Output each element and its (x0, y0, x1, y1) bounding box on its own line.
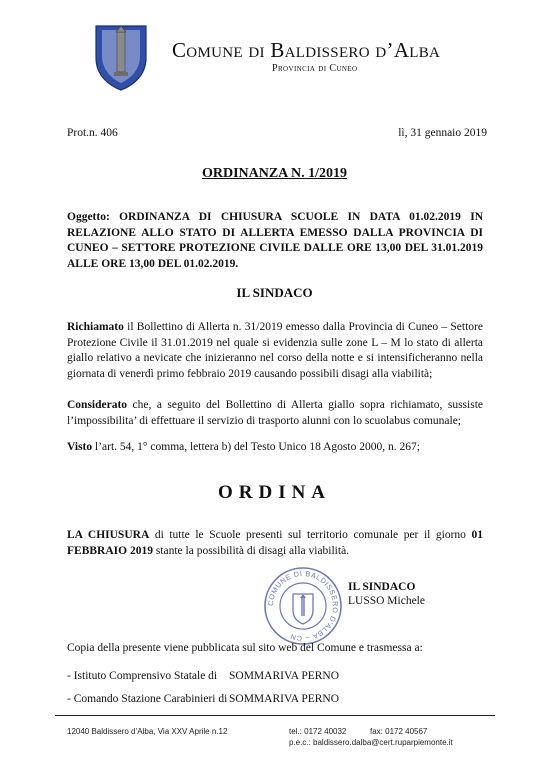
ordina-heading: ORDINA (217, 482, 332, 503)
chiusura-date: 01 FEBBRAIO 2019 (67, 529, 483, 557)
municipal-crest-icon (92, 20, 150, 92)
chiusura-paragraph (67, 528, 483, 559)
signature-title: IL SINDACO (348, 581, 416, 593)
footer-tel: tel.: 0172 40032 (289, 727, 347, 736)
visto-text: l’art. 54, 1° comma, lettera b) del Testo Unico 18 Agosto 2000, n. 267; (92, 441, 420, 453)
recipient-place: SOMMARIVA PERNO (229, 693, 340, 705)
chiusura-text2: stante la possibilità di disagi alla viabilità. (152, 544, 350, 557)
distribution-note: Copia della presente viene pubblicata sul sito web del Comune e trasmessa a: (67, 642, 423, 654)
richiamato-text: il Bollettino di Allerta n. 31/2019 emesso dalla Provincia di Cuneo – Settore Protezione Civile il 31.01.2019 nel quale si evidenzia sulle zone L – M lo stato di allerta giallo relativo a nevicate che inizieranno nel corso della notte e si intensificheranno nella giornata di venerdì primo febbraio 2019 causando possibili disagi alla viabilità; (67, 321, 483, 380)
signature-block (348, 580, 425, 608)
considerato-lead: Considerato (67, 399, 128, 411)
recipient-row (67, 670, 339, 682)
document-date: lì, 31 gennaio 2019 (398, 127, 487, 139)
subject-paragraph: Oggetto: ORDINANZA DI CHIUSURA SCUOLE IN DATA 01.02.2019 IN RELAZIONE ALLO STATO DI ALLERTA EMESSO DALLA PROVINCIA DI CUNEO – SETTORE PROTEZIONE CIVILE DALLE ORE 13,00 DEL 31.01.2019 ALLE ORE 13,00 DEL 01.02.2019. (67, 211, 483, 270)
recipient-row (67, 693, 339, 705)
signature-name: LUSSO Michele (348, 595, 425, 607)
chiusura-lead: LA CHIUSURA (67, 529, 150, 541)
ordinance-title: ORDINANZA N. 1/2019 (201, 166, 348, 181)
visto-lead: Visto (67, 441, 93, 453)
considerato-text: che, a seguito del Bollettino di Allerta giallo sopra richiamato, sussiste l’impossibilita’ di effettuare il servizio di trasporto alunni con lo scuolabus comunale; (67, 399, 483, 427)
richiamato-lead: Richiamato (67, 321, 124, 333)
official-stamp-icon (262, 565, 344, 647)
considerato-paragraph (67, 398, 483, 429)
footer-pec: p.e.c.: baldissero.dalba@cert.ruparpiemonte.it (289, 738, 453, 747)
stamp-text: COMUNE DI BALDISSERO D'ALBA – CN (265, 568, 341, 644)
chiusura-text1: di tutte le Scuole presenti sul territorio comunale per il giorno (149, 529, 472, 541)
recipient-name: - Comando Stazione Carabinieri di (67, 693, 228, 705)
richiamato-paragraph (67, 320, 483, 382)
recipient-place: SOMMARIVA PERNO (229, 670, 340, 682)
recipient-name: - Istituto Comprensivo Statale di (67, 670, 218, 682)
footer-fax: fax: 0172 40567 (370, 727, 428, 736)
visto-paragraph (67, 440, 483, 456)
footer-divider (55, 715, 495, 716)
comune-title: Comune di Baldissero d’Alba (172, 38, 441, 62)
mayor-heading: IL SINDACO (236, 285, 313, 300)
footer-address: 12040 Baldissero d’Alba, Via XXV Aprile n.12 (67, 727, 228, 736)
provincia-subtitle: Provincia di Cuneo (272, 63, 358, 74)
protocol-number: Prot.n. 406 (67, 127, 118, 139)
